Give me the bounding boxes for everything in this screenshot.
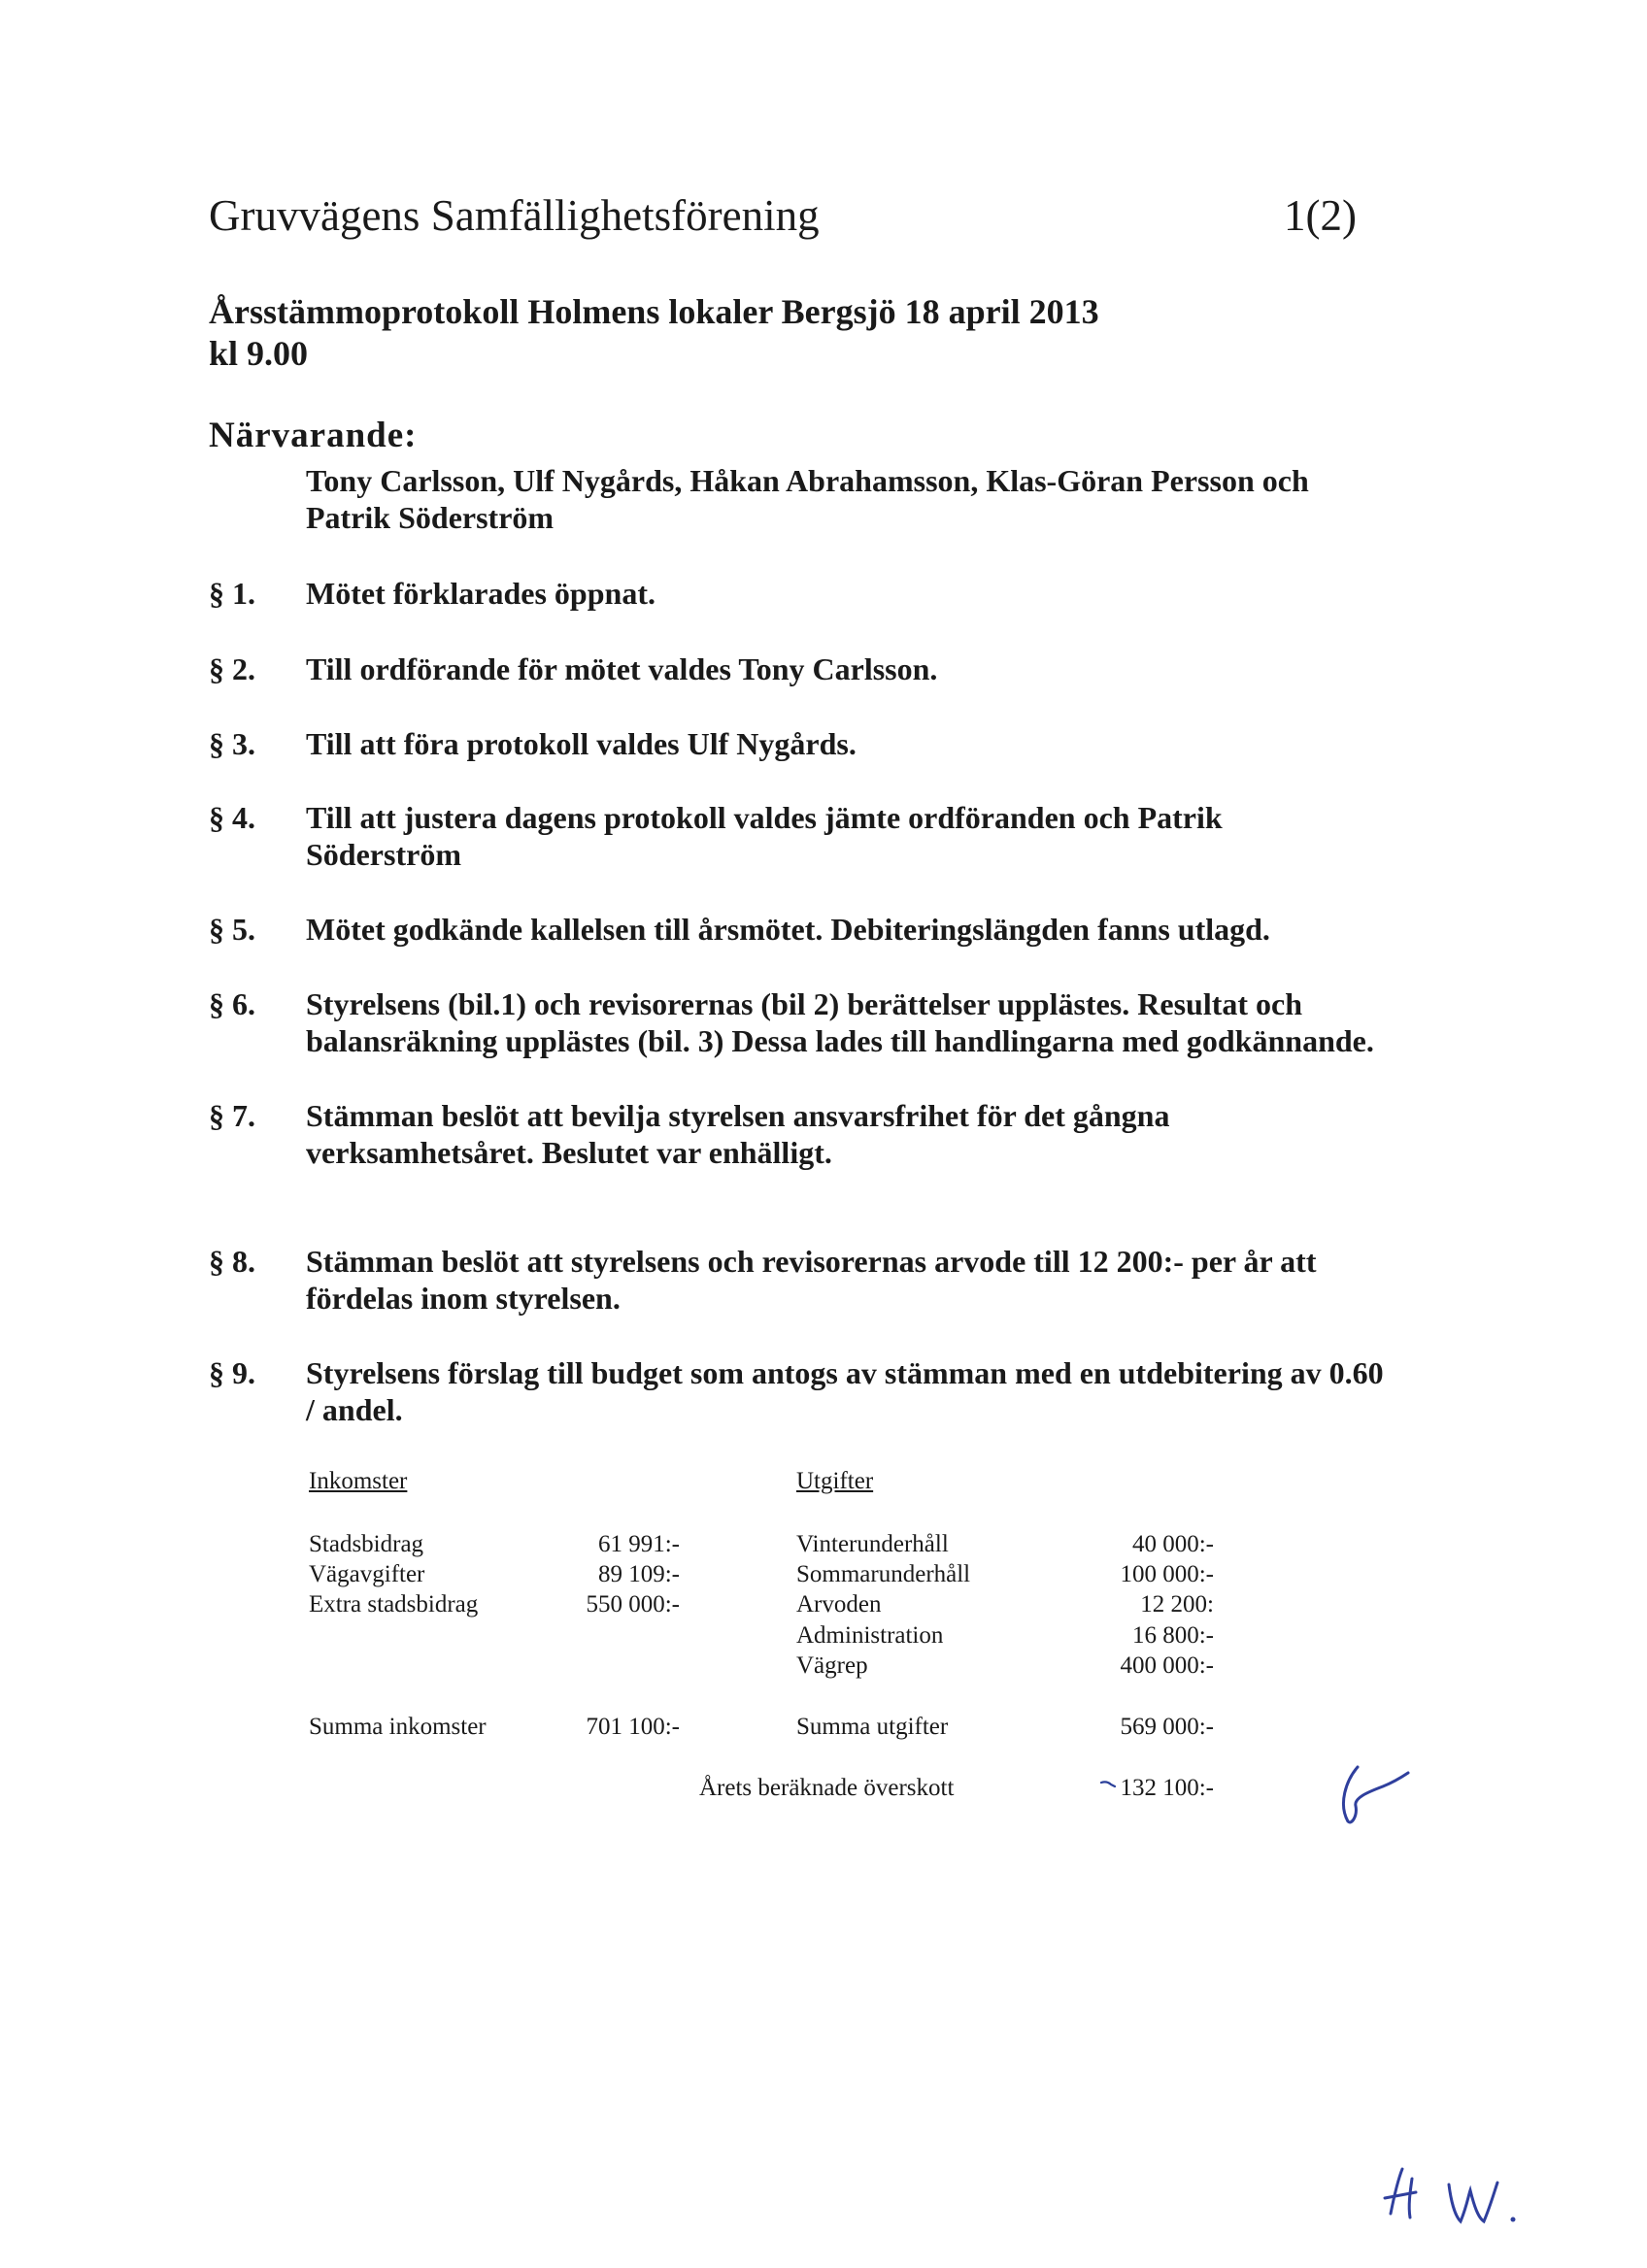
expense-label: Sommarunderhåll: [796, 1561, 971, 1587]
paragraph-line: Söderström: [306, 837, 461, 872]
paragraph-text: Till ordförande för mötet valdes Tony Carlsson.: [306, 651, 938, 686]
paragraph-number: § 7.: [209, 1098, 255, 1133]
paragraph-line: Stämman beslöt att styrelsens och revisorernas arvode till 12 200:- per år att: [306, 1244, 1317, 1279]
expense-label: Vinterunderhåll: [796, 1531, 949, 1557]
title-line-1: Årsstämmoprotokoll Holmens lokaler Bergsjö 18 april 2013: [209, 292, 1099, 331]
attendees-list: [306, 462, 1309, 536]
expense-amount: 400 000:-: [1120, 1652, 1214, 1679]
title-line-2: kl 9.00: [209, 334, 309, 373]
expense-label: Administration: [796, 1622, 944, 1649]
income-label: Vägavgifter: [309, 1561, 425, 1587]
income-label: Extra stadsbidrag: [309, 1591, 479, 1618]
paragraph-line: fördelas inom styrelsen.: [306, 1281, 621, 1316]
paragraph-5: [209, 911, 1471, 948]
expense-amount: 16 800:-: [1131, 1622, 1214, 1649]
paragraph-number: § 9.: [209, 1355, 255, 1390]
paragraph-8: [209, 1243, 1471, 1317]
attendees-line-1: Tony Carlsson, Ulf Nygårds, Håkan Abrahamsson, Klas-Göran Persson och: [306, 463, 1309, 498]
expense-amount: 12 200:: [1140, 1591, 1214, 1618]
paragraph-3: [209, 725, 1471, 762]
income-heading: Inkomster: [309, 1468, 408, 1494]
paragraph-text: [306, 1097, 1452, 1171]
income-amount: 61 991:-: [597, 1531, 680, 1557]
paragraph-text: Till att föra protokoll valdes Ulf Nygårds.: [306, 726, 857, 761]
handwritten-signature-icon: [1377, 2155, 1562, 2233]
paragraph-number: § 8.: [209, 1244, 255, 1279]
expense-total-amount: 569 000:-: [1120, 1714, 1214, 1740]
paragraph-number: § 1.: [209, 576, 255, 611]
paragraph-text: [306, 1243, 1452, 1317]
income-amount: 89 109:-: [597, 1561, 680, 1587]
paragraph-text: [306, 799, 1452, 873]
expense-amount: 100 000:-: [1120, 1561, 1214, 1587]
paragraph-text: [306, 985, 1452, 1059]
handwritten-initials-icon: [1328, 1757, 1416, 1835]
paragraph-6: [209, 985, 1471, 1059]
paragraph-number: § 3.: [209, 726, 255, 761]
paragraph-line: Till att justera dagens protokoll valdes jämte ordföranden och Patrik: [306, 800, 1223, 835]
paragraph-number: § 2.: [209, 651, 255, 686]
income-total-label: Summa inkomster: [309, 1714, 487, 1740]
income-total-amount: 701 100:-: [586, 1714, 680, 1740]
paragraph-7: [209, 1097, 1471, 1171]
paragraph-line: / andel.: [306, 1392, 403, 1427]
paragraph-text: Mötet godkände kallelsen till årsmötet. Debiteringslängden fanns utlagd.: [306, 912, 1270, 947]
paragraph-9: [209, 1354, 1471, 1428]
expense-label: Arvoden: [796, 1591, 882, 1618]
document-title: [209, 291, 1099, 375]
paragraph-text: [306, 1354, 1452, 1428]
surplus-label: Årets beräknade överskott: [699, 1775, 955, 1801]
paragraph-line: balansräkning upplästes (bil. 3) Dessa lades till handlingarna med godkännande.: [306, 1023, 1374, 1058]
paragraph-2: [209, 650, 1471, 687]
income-amount: 550 000:-: [586, 1591, 680, 1618]
paragraph-line: Stämman beslöt att bevilja styrelsen ansvarsfrihet för det gångna: [306, 1098, 1170, 1133]
paragraph-1: [209, 575, 1471, 612]
organization-name: Gruvvägens Samfällighetsförening: [209, 191, 820, 240]
income-label: Stadsbidrag: [309, 1531, 424, 1557]
paragraph-line: Styrelsens förslag till budget som antogs av stämman med en utdebitering av 0.60: [306, 1355, 1384, 1390]
paragraph-4: [209, 799, 1471, 873]
surplus-amount: 132 100:-: [1120, 1775, 1214, 1801]
paragraph-line: verksamhetsåret. Beslutet var enhälligt.: [306, 1135, 832, 1170]
paragraph-text: Mötet förklarades öppnat.: [306, 576, 655, 611]
paragraph-number: § 6.: [209, 986, 255, 1021]
attendees-heading: Närvarande:: [209, 416, 418, 455]
page-number: 1(2): [1284, 191, 1357, 240]
paragraph-number: § 5.: [209, 912, 255, 947]
correction-mark-icon: [1099, 1779, 1119, 1792]
expense-label: Vägrep: [796, 1652, 868, 1679]
expense-total-label: Summa utgifter: [796, 1714, 949, 1740]
expense-heading: Utgifter: [796, 1468, 874, 1494]
paragraph-line: Styrelsens (bil.1) och revisorernas (bil 2) berättelser upplästes. Resultat och: [306, 986, 1303, 1021]
attendees-line-2: Patrik Söderström: [306, 500, 555, 535]
expense-amount: 40 000:-: [1131, 1531, 1214, 1557]
paragraph-number: § 4.: [209, 800, 255, 835]
